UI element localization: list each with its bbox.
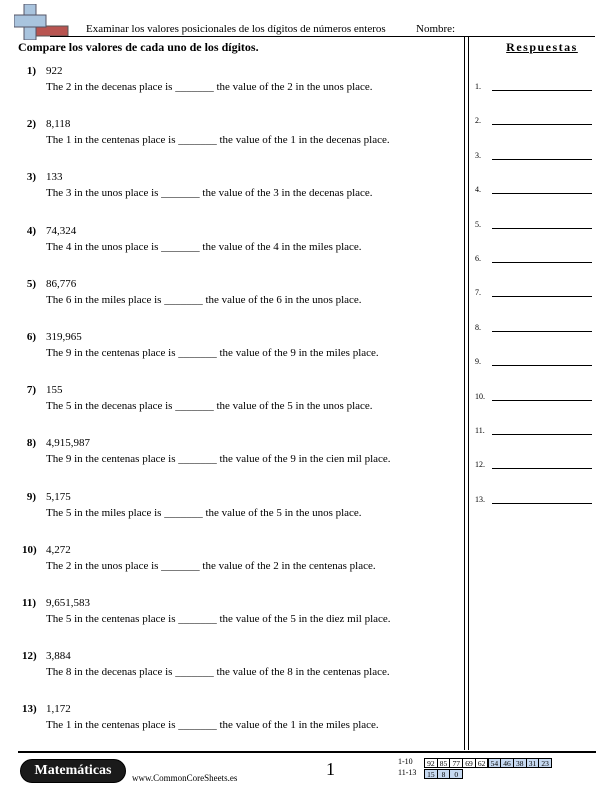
question-value: 319,965 (46, 331, 82, 343)
header-rule (50, 36, 595, 37)
name-label: Nombre: (416, 23, 456, 35)
answer-label: 4. (475, 185, 481, 194)
answer-label: 13. (475, 495, 485, 504)
question-number: 7) (26, 384, 36, 396)
question-text: The 8 in the decenas place is _______ the value of the 8 in the centenas place. (46, 666, 390, 678)
answer-label: 5. (475, 220, 481, 229)
answer-blank-line[interactable] (492, 400, 592, 401)
brand-badge: Matemáticas (20, 759, 126, 783)
question-text: The 3 in the unos place is _______ the value of the 3 in the decenas place. (46, 187, 373, 199)
question-number: 12) (22, 650, 37, 662)
answer-blank-line[interactable] (492, 228, 592, 229)
question-text: The 9 in the centenas place is _______ the value of the 9 in the cien mil place. (46, 453, 391, 465)
answer-label: 8. (475, 323, 481, 332)
answer-blank-line[interactable] (492, 124, 592, 125)
answer-label: 3. (475, 151, 481, 160)
score-cell: 62 (475, 758, 489, 768)
question-number: 2) (26, 118, 36, 130)
question-value: 9,651,583 (46, 597, 90, 609)
question-number: 9) (26, 491, 36, 503)
answer-blank-line[interactable] (492, 434, 592, 435)
question-value: 1,172 (46, 703, 71, 715)
question-value: 155 (46, 384, 63, 396)
answer-blank-line[interactable] (492, 468, 592, 469)
question-number: 6) (26, 331, 36, 343)
question-text: The 2 in the decenas place is _______ the value of the 2 in the unos place. (46, 81, 373, 93)
answer-blank-line[interactable] (492, 193, 592, 194)
answer-blank-line[interactable] (492, 365, 592, 366)
question-text: The 9 in the centenas place is _______ the value of the 9 in the miles place. (46, 347, 379, 359)
question-value: 5,175 (46, 491, 71, 503)
score-cell: 23 (538, 758, 552, 768)
answer-blank-line[interactable] (492, 331, 592, 332)
question-text: The 6 in the miles place is _______ the value of the 6 in the unos place. (46, 294, 362, 306)
footer-rule (18, 751, 596, 753)
score-cell: 0 (449, 769, 463, 779)
question-text: The 5 in the centenas place is _______ the value of the 5 in the diez mil place. (46, 613, 391, 625)
score-cell: 85 (437, 758, 451, 768)
question-text: The 5 in the decenas place is _______ the value of the 5 in the unos place. (46, 400, 373, 412)
score-cell: 92 (424, 758, 438, 768)
score-cell: 15 (424, 769, 438, 779)
score-cell: 31 (526, 758, 540, 768)
column-divider (468, 37, 469, 750)
page-number: 1 (326, 759, 335, 779)
answer-label: 12. (475, 460, 485, 469)
question-value: 8,118 (46, 118, 71, 130)
answer-blank-line[interactable] (492, 159, 592, 160)
question-number: 5) (26, 278, 36, 290)
answers-title: Respuestas (506, 40, 578, 54)
answer-label: 9. (475, 357, 481, 366)
score-row-label: 11-13 (398, 768, 417, 777)
site-url: www.CommonCoreSheets.es (132, 773, 238, 783)
score-cell: 8 (437, 769, 451, 779)
question-number: 10) (22, 544, 37, 556)
answer-label: 10. (475, 392, 485, 401)
answer-blank-line[interactable] (492, 296, 592, 297)
score-cell: 46 (500, 758, 514, 768)
question-text: The 2 in the unos place is _______ the value of the 2 in the centenas place. (46, 560, 376, 572)
score-cell: 69 (462, 758, 476, 768)
answer-label: 1. (475, 82, 481, 91)
question-value: 4,272 (46, 544, 71, 556)
question-number: 4) (26, 225, 36, 237)
question-text: The 4 in the unos place is _______ the value of the 4 in the miles place. (46, 241, 362, 253)
question-number: 3) (26, 171, 36, 183)
score-cell: 54 (488, 758, 502, 768)
answer-blank-line[interactable] (492, 262, 592, 263)
question-number: 11) (22, 597, 37, 609)
column-divider (464, 37, 465, 750)
question-value: 4,915,987 (46, 437, 90, 449)
question-value: 74,324 (46, 225, 77, 237)
answer-label: 11. (475, 426, 485, 435)
plus-minus-logo-icon (14, 4, 70, 40)
question-text: The 5 in the miles place is _______ the value of the 5 in the unos place. (46, 507, 362, 519)
score-row-label: 1-10 (398, 757, 413, 766)
score-cell: 38 (513, 758, 527, 768)
question-text: The 1 in the centenas place is _______ the value of the 1 in the miles place. (46, 719, 379, 731)
question-number: 1) (26, 65, 36, 77)
question-number: 8) (26, 437, 36, 449)
answer-label: 6. (475, 254, 481, 263)
question-value: 922 (46, 65, 63, 77)
question-value: 3,884 (46, 650, 71, 662)
instructions: Compare los valores de cada uno de los dígitos. (18, 40, 259, 54)
question-value: 86,776 (46, 278, 77, 290)
question-text: The 1 in the centenas place is _______ the value of the 1 in the decenas place. (46, 134, 390, 146)
answer-blank-line[interactable] (492, 503, 592, 504)
answer-label: 7. (475, 288, 481, 297)
answer-label: 2. (475, 116, 481, 125)
answer-blank-line[interactable] (492, 90, 592, 91)
score-cell: 77 (449, 758, 463, 768)
question-number: 13) (22, 703, 37, 715)
question-value: 133 (46, 171, 63, 183)
worksheet-title: Examinar los valores posicionales de los dígitos de números enteros (86, 23, 386, 35)
